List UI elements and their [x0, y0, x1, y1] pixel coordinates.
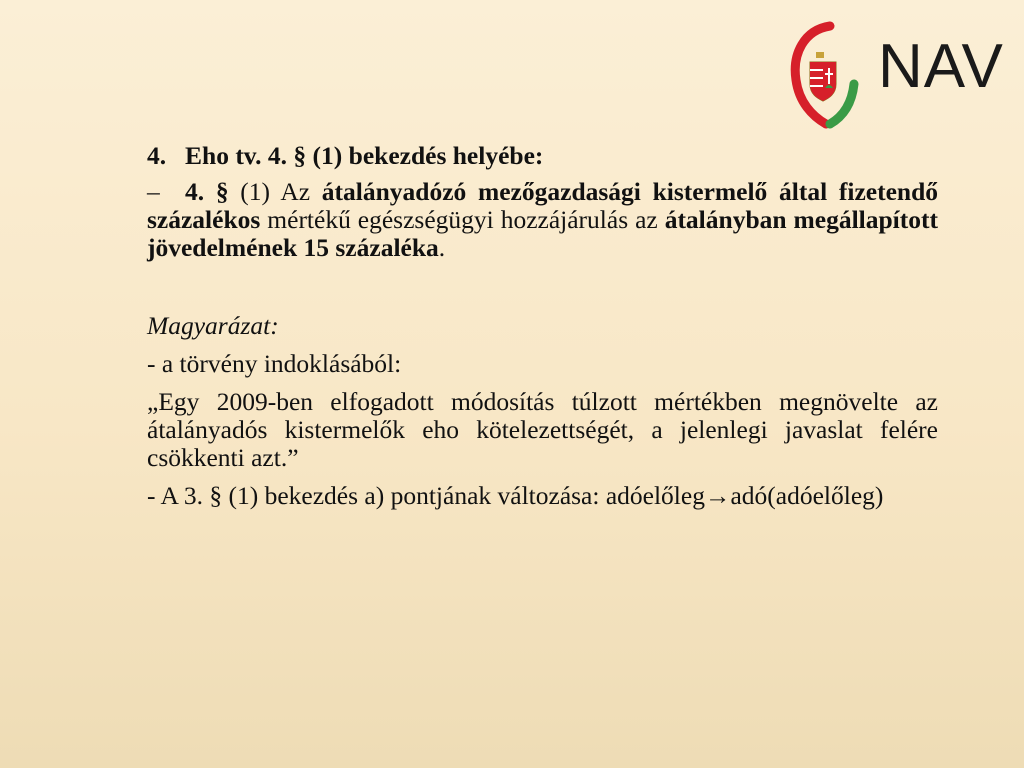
explanation-title: Magyarázat:: [147, 311, 279, 340]
nav-logo: [786, 18, 1006, 130]
heading: [147, 142, 938, 170]
hungarian-coat-of-arms-icon: [786, 18, 866, 130]
provision-bold-1: átalányadózó mezőgazdasági kistermelő által fizetendő százalékos: [147, 177, 939, 234]
provision-text-2: mértékű egészségügyi hozzájárulás az: [260, 205, 665, 234]
heading-number: 4.: [147, 141, 167, 170]
heading-text: Eho tv. 4. § (1) bekezdés helyébe:: [185, 141, 544, 170]
change-note: - A 3. § (1) bekezdés a) pontjának változása: adóelőleg→adó(adóelőleg): [147, 481, 884, 510]
dash: –: [147, 177, 160, 206]
provision-bold-2: átalányban megállapított jövedelmének 15 százaléka: [147, 205, 938, 262]
slide-content: [147, 142, 938, 520]
provision-text-1: (1) Az: [228, 177, 322, 206]
logo-text: NAV: [878, 32, 1004, 101]
section-mark: 4. §: [185, 177, 229, 206]
explanation-quote: „Egy 2009-ben elfogadott módosítás túlzott mértékben megnövelte az átalányadós kistermelők eho kötelezettségét, a jelenlegi javaslat felére csökkenti azt.”: [147, 387, 938, 472]
provision-text-3: .: [438, 233, 446, 262]
quoted-provision: [147, 178, 938, 262]
explanation-source: - a törvény indoklásából:: [147, 349, 402, 378]
